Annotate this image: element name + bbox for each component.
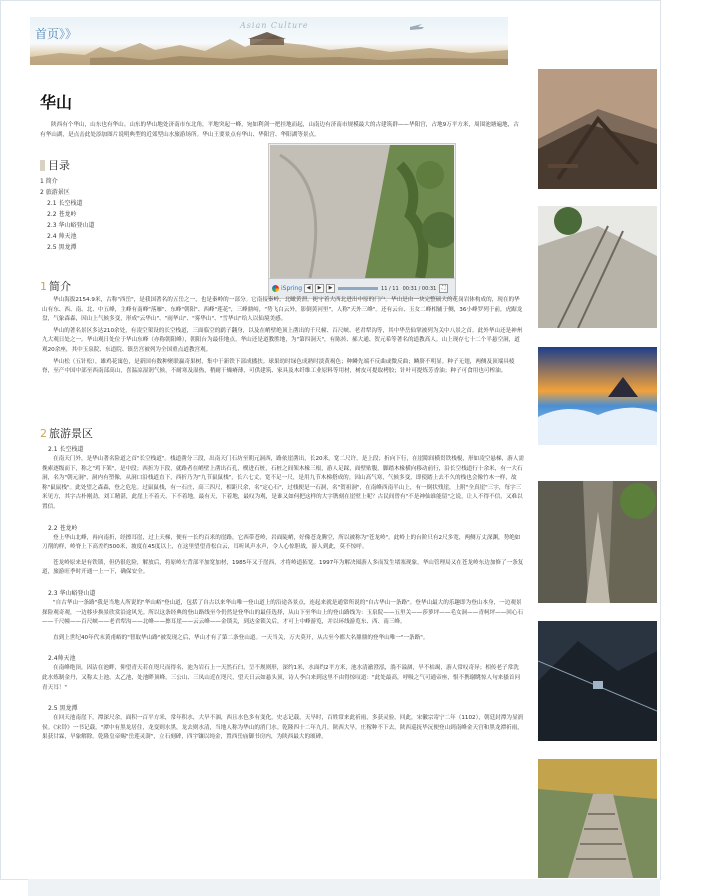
intro-section-paragraph: 华山的著名景区多达210余处，有凌空架设的长空栈道，三面临空的鹞子翻身，以及在峭壁绝顶上凿出的千尺幢、百尺峡、老君犁沟等，其中华岳仙掌被列为关中八景之首。此外华山还是神州九大观日处之一。华山观日处位于华山东峰（亦称朝阳峰），朝阳台为最佳地点。华山还是道教胜地，为"第四洞天"，有陈抟、郝大通、贺元希等著名的道教高人。山上现存七十二个半悬空洞，道观20余座，其中玉泉院、东道院、镇岳宫被列为全国重点道教宫观。 bbox=[42, 327, 523, 353]
subsection-paragraph: "自古华山一条路"我是当地人所说的"华山峪"登山道，包括了自古以来华山唯一登山道上的沿途各景点，连起来就是通常所说的"自古华山一条路"。登华山最大的乐趣即为登山本身，一边观景探险观奇观，一边移步换景欣赏沿途风光。所以这条经典的登山路线至今仍然是登华山的最佳选择，从山下至华山上的登山路线为：玉泉院——五里关——莎萝坪——毛女洞——青柯坪——回心石——千尺幢——百尺峡——老君犁沟——北峰——擦耳崖——云云峰——金锁关，到达金锁关后，才可上中峰游览，并以环线游览东、西、南三峰。 bbox=[42, 599, 524, 626]
seek-bar[interactable] bbox=[338, 287, 378, 290]
autumn-stone-stairs-photo bbox=[538, 759, 657, 878]
intro-paragraph: 陕西有个华山，山东也有华山。山东的华山地处济南市东北角，平地突起一峰，宛如利剑一把挂地而起，山南边有济南市规模最大的古建筑群——华阳宫，占地9万平方米，周围池塘遍地，古有华山湖，是点击此处添加图片说明典型的近郊型山水旅游场所。华山王要景点有华山、华阳宫、华阳湖等景点。 bbox=[40, 122, 519, 138]
breadcrumb-home-link[interactable]: 首页》》 bbox=[35, 27, 78, 41]
subsection-heading: 2.4帅天池 bbox=[48, 655, 76, 663]
subsection-heading: 2.3 华山峪登山道 bbox=[48, 589, 96, 597]
subsection-paragraph: 在南天门外，是华山著名险道之首"长空栈道"。栈道凿分三段，出南天门石坊至朝元洞西，路依崖凿出，长20米，宽二尺许，是上段；折向下行，在崖隙间横贯铁栈棍，形如凌空悬梯，游人需挽索逐级而下，称之"鸡下架"，是中段；西折为下段，就路者在峭壁上凿出石孔，楔进石桩，石桩之间架木椽三根，游人足踩，面壁贴腹，脚踏木椽横向移动前行，沿长空栈道行十余米，有一大石洞，名为"朝元洞"，洞内有塑像，从洞口沿栈道直下，西折乃为"九节鼠鼠栈"，长六七丈，宽不足一尺，是用九节木梯搭成的。因山高气寒，气候多变，即使踏上去不久的栈也会像竹木一样，故称"鼠鼠栈"。此处望之森森，登之危危。过鼠鼠栈，有一石庄，高三四尺，相距尺余，名"定心石"，过栈便是一石洞，名"贺祖洞"，在南峰西南半山上，有一倒状残崖，上附"全真崖"三字，每字三米见方，其字古朴刚劲，刘工精湛，此崖上不着天，下不着地，最有天，下着地，最叹为观，是谁又如何把这样的大字镌刻在崖壁上呢？古民间曾有"不是神仙谁能留"之说，让人不得不信，又难以置信。 bbox=[42, 456, 524, 510]
toc-item[interactable]: 2.2 苍龙岭 bbox=[47, 211, 77, 218]
ispring-logo-icon bbox=[272, 285, 279, 292]
cliff-stairs-photo bbox=[538, 206, 657, 328]
section-title: 简介 bbox=[49, 280, 71, 293]
footer-bar bbox=[28, 879, 660, 896]
toc-item[interactable]: 2.4 帅天池 bbox=[47, 233, 77, 240]
section-scenic-body bbox=[42, 444, 524, 749]
section-number: 2 bbox=[40, 426, 47, 440]
article-intro bbox=[40, 90, 522, 140]
slide-counter: 11 / 11 bbox=[381, 285, 399, 292]
subsection-paragraph: 登上华山北峰，再向南折，经擦耳崖，过上天梯，便有一长约百米的崖路，它西带苍岭，岩面陡峭，好像苍龙腾空，所以被称为"苍龙岭"。此岭上的台阶只有2尺多宽，两侧万丈深渊，势绝如刀削的样，岭脊上下高差约500米，坡度在45度以上，在这里望望青松白云，耳听风声水声，令人心惊胆战，游人到此，莫不惊呼。 bbox=[42, 534, 521, 551]
intro-section-paragraph: 华山松（五针松），雄鸡花寓色，是新国有数种聚联赢奇果树，集中于新铁下部成播扶。球果幼时绿色成熟时淡黄褐色；种鳞先端不反曲或微反曲；鳞脐不明显。种子无翅，两侧及顶端具棱脊，至产中国中部至西南部高山，喜温凉湿润气候，不耐寒及湿热，稍耐干燥瘠薄，可供建筑、家具及木纤维工业原料等用材，树皮可提取栲胶；针叶可提炼芳香油；种子可食用也可榨油。 bbox=[42, 358, 515, 375]
next-slide-icon[interactable]: ▶ bbox=[326, 284, 335, 293]
toc-list bbox=[40, 176, 160, 253]
player-frame bbox=[270, 145, 454, 278]
section-number: 1 bbox=[40, 279, 47, 293]
fullscreen-icon[interactable]: ⛶ bbox=[439, 284, 448, 293]
toc-bar-icon bbox=[40, 160, 45, 171]
section-intro-body bbox=[42, 296, 524, 379]
toc-item[interactable]: 1 简介 bbox=[40, 178, 58, 185]
toc-item[interactable]: 2 旅游景区 bbox=[40, 189, 70, 196]
prev-slide-icon[interactable]: ◀ bbox=[304, 284, 313, 293]
section-heading-intro bbox=[40, 278, 71, 294]
subsection-heading: 2.1 长空栈道 bbox=[48, 446, 84, 453]
subsection-paragraph: 苍龙岭原来是有铁锁，但仍很危险，解放后，将原岭左背部平加宽加材，1985年又于崖西，才将岭道拓宽。1997年为解决囤游人多而发生堵塞现象，华山管理局又在苍龙岭东边加修了一条复道，旅游旺季时开通一上一下，确保安全。 bbox=[42, 559, 524, 576]
section-heading-scenic bbox=[40, 425, 93, 441]
header-banner bbox=[30, 17, 508, 65]
subsection-heading: 2.2 苍龙岭 bbox=[48, 524, 78, 532]
intro-section-paragraph: 华山海拔2154.9米，古称"西岳"，是我国著名的五岳之一，也是秦岭的一部分。它南接秦岭，北瞰黄渭，扼守着大西北进出中原的门户。华山是由一块完整硕大的花岗岩体构成的，现在的华山有东、西、南、北、中五峰，主峰有南峰"落雁"、东峰"朝阳"、西峰"莲花"，三峰鼎峙，"势飞白云外，影倒黄河里"，人称"天外三峰"。还有云台、玉女二峰相辅于侧，36小峰罗列于前，虎踞龙盘，气象森森，因山上气候多变，形成"云华山"、"雨华山"、"雾华山"、"雪华山"给人以仙境美感。 bbox=[42, 297, 523, 323]
toc-item[interactable]: 2.5 黑龙潭 bbox=[47, 244, 77, 251]
toc-heading: 目录 bbox=[48, 159, 70, 172]
media-player[interactable] bbox=[268, 143, 456, 299]
subsection-paragraph: 在回天池南崖下，潭深尺余，面积一百平方米，常年积水，大旱不涸，西且水色多有变化，史志记载，天旱时，百姓常来此祈雨，多获灵验。回此，宋徽宗寄宁二年（1102），朝廷封潭为显润侯。《宋铃》一书记载，"潭中有黑龙居住，龙变则水黑，龙去则水清，当地人称为华山的消门水。乾隆四十二年九月，陕西大旱，庄稼种不下去，陕西巡抚毕沅便登山到南峰金天宫和黑龙潭祈雨，果获甘霖，旱象解除。乾隆皇帝赐"岳莲灵澍"，立石刻碑，四宇镶以纯金，置西岳庙御书房内，为陕西最大的颂碑。 bbox=[42, 715, 524, 741]
sunrise-sea-of-clouds-photo bbox=[538, 347, 657, 445]
table-of-contents bbox=[40, 157, 160, 253]
cliff-photo-graphic bbox=[270, 145, 454, 278]
play-icon[interactable]: ▶ bbox=[315, 284, 324, 293]
cable-car-dusk-photo bbox=[538, 621, 657, 741]
subsection-heading: 2.5 黑龙潭 bbox=[48, 705, 78, 713]
subsection-paragraph: 直到上世纪40年代末黄甫峪的"智取华山路"被发现之后，华山才有了第二条登山道。一天当关，万夫莫开，从古至今都大名鼎鼎的登华山唯一"一条路"。 bbox=[53, 634, 429, 641]
toc-item[interactable]: 2.1 长空栈道 bbox=[47, 200, 83, 207]
player-controls bbox=[269, 278, 455, 298]
subsection-paragraph: 在南峰绝顶，因沾在池畔，仰望青天若在咫尺而得名，池为岩石上一天然石臼，呈不规则形，深约1米，水面约2平方米，池水清澈澄泓，淌不溢涸，旱不枯竭，游人常叹奇异；相传老子常洗此水炼制金丹，又称太上池，太乙池，处池畔顶峰，三公山、三凤山近在咫尺，望天日云如悬头顶，诗人李白来到这里不由得惊叹道："此处最高，呼吸之气可通帝座，恨不携谢眺惊人句来搔首问青天耳！" bbox=[42, 665, 521, 691]
narrow-canyon-stairs-photo bbox=[538, 481, 657, 603]
toc-item[interactable]: 2.3 华山峪登山道 bbox=[47, 222, 95, 229]
page-title: 华山 bbox=[40, 93, 73, 112]
cliff-plank-road-photo bbox=[538, 69, 657, 189]
time-display: 00:31 / 00:31 bbox=[402, 285, 437, 292]
player-brand: iSpring bbox=[281, 285, 303, 292]
section-title: 旅游景区 bbox=[49, 427, 93, 440]
banner-logo-text: Asian Culture bbox=[240, 21, 309, 30]
